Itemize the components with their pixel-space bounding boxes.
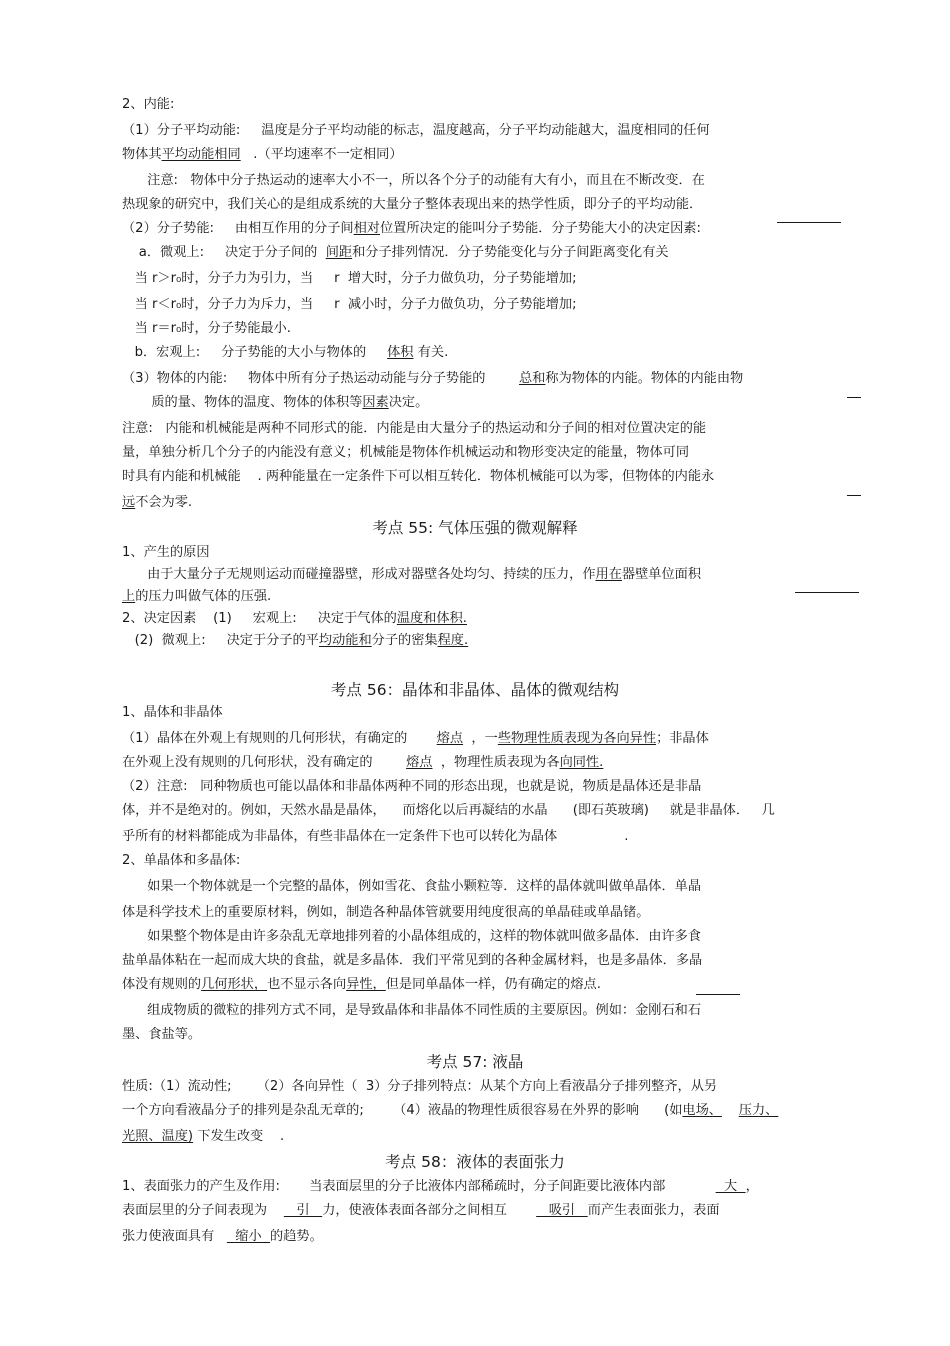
text-line: [122, 610, 467, 628]
text-line: [122, 588, 271, 606]
text-line: [122, 220, 701, 238]
text-line: [122, 122, 710, 140]
text-segment: 力，使液体表面各部分之间相互: [322, 1203, 537, 1218]
underlined-answer: 引: [283, 1203, 323, 1218]
text-line: 盐单晶体粘在一起而成大块的食盐，就是多晶体．我们平常见到的各种金属材料，也是多晶体．多晶: [122, 953, 703, 968]
text-segment: 体没有规则的: [122, 977, 202, 992]
text-segment: 分子的密集: [371, 633, 438, 648]
text-segment: 1、表面张力的产生及作用: 当表面层里的分子比液体内部稀疏时，分子间距要比液体内部: [122, 1179, 716, 1194]
underlined-answer: 异性，: [346, 977, 386, 992]
text-segment: 不会为零.: [135, 495, 193, 510]
text-segment: ；非晶体: [656, 731, 709, 746]
text-segment: 而产生表面张力，表面: [587, 1203, 720, 1218]
underlined-answer: 相对: [353, 221, 380, 236]
underlined-answer: 体积: [387, 345, 414, 360]
text-line: 1、产生的原因: [122, 545, 210, 560]
underlined-answer: 熔点: [436, 731, 464, 746]
underlined-answer: 远: [122, 495, 136, 510]
text-segment: 2、决定因素 (1) 宏观上: 决定于气体的: [122, 611, 397, 626]
text-line: 当 r＜r₀时，分子力为斥力，当 r 减小时，分子力做负功，分子势能增加;: [122, 297, 577, 312]
text-segment: 决定。: [388, 395, 429, 410]
text-line: 2、单晶体和多晶体:: [122, 853, 241, 868]
underlined-answer: 因素: [362, 395, 389, 410]
text-segment: a．微观上: 决定于分子间的: [122, 245, 326, 260]
text-segment: 位置所决定的能叫分子势能．分子势能大小的决定因素:: [379, 221, 701, 236]
section-heading: 考点 58：液体的表面张力: [385, 1153, 565, 1171]
text-segment: （2）分子势能: 由相互作用的分子间: [122, 221, 354, 236]
text-line: 量，单独分析几个分子的内能没有意义；机械能是物体作机械运动和物形变决定的能量，物体可同: [122, 445, 690, 460]
underlined-answer: 些物理性质表现为各向异性: [497, 731, 657, 746]
text-line: 当 r＞r₀时，分子力为引力，当 r 增大时，分子力做负功，分子势能增加;: [122, 271, 577, 286]
underlined-answer: 缩小: [226, 1229, 271, 1244]
text-segment: 和分子排列情况．分子势能变化与分子间距离变化有关: [352, 245, 669, 260]
underlined-answer: 熔点: [406, 755, 433, 770]
text-segment: ，物理性质表现为各: [432, 755, 560, 770]
text-line: 2、内能:: [122, 97, 175, 112]
text-line: [122, 632, 468, 650]
text-line: 乎所有的材料都能成为非晶体，有些非晶体在一定条件下也可以转化为晶体 .: [122, 829, 629, 844]
underlined-answer: 电场、: [682, 1103, 722, 1118]
blank-line: [795, 580, 859, 593]
text-line: [122, 244, 669, 262]
underlined-answer: 平均动能相同: [161, 147, 241, 162]
text-segment: 称为物体的内能。物体的内能由物: [545, 371, 744, 386]
text-segment: 下发生改变 .: [193, 1129, 285, 1144]
underlined-answer: 均动能和: [318, 633, 372, 648]
text-line: 热现象的研究中，我们关心的是组成系统的大量分子整体表现出来的热学性质，即分子的平均动能．: [122, 197, 703, 212]
text-line: 注意: 内能和机械能是两种不同形式的能．内能是由大量分子的热运动和分子间的相对位置决定的能: [122, 421, 707, 436]
text-line: 注意: 物体中分子热运动的速率大小不一，所以各个分子的动能有大有小，而且在不断改变．在: [122, 173, 705, 188]
text-line: 性质:（1）流动性; （2）各向异性（ 3）分子排列特点：从某个方向上看液晶分子排列整齐，从另: [122, 1079, 718, 1094]
text-segment: .（平均速率不一定相同）: [240, 147, 403, 162]
underlined-answer: 温度和体积.: [396, 611, 467, 626]
text-line: [122, 1202, 720, 1220]
underlined-answer: 用在: [595, 567, 622, 582]
text-segment: ，: [745, 1179, 759, 1194]
text-segment: 但是同单晶体一样，仍有确定的熔点.: [385, 977, 601, 992]
text-line: 如果整个物体是由许多杂乱无章地排列着的小晶体组成的，这样的物体就叫做多晶体．由许多食: [122, 929, 702, 944]
underlined-answer: 向同性.: [559, 755, 604, 770]
text-line: [122, 976, 601, 994]
text-segment: 表面层里的分子间表现为: [122, 1203, 284, 1218]
underlined-answer: 总和: [519, 371, 546, 386]
text-segment: （1）分子平均动能: 温度是分子平均动能的标志，温度越高，分子平均动能越大，温度相同的任何: [122, 123, 710, 138]
text-line: [122, 730, 709, 748]
text-line: [122, 146, 403, 164]
underlined-answer: 程度.: [437, 633, 469, 648]
text-line: 1、晶体和非晶体: [122, 705, 223, 720]
text-line: 墨、食盐等。: [122, 1027, 202, 1042]
text-segment: （1）晶体在外观上有规则的几何形状，有确定的: [122, 731, 437, 746]
text-segment: 也不显示各向: [267, 977, 347, 992]
underlined-answer: 上: [122, 589, 136, 604]
underlined-answer: 几何形状，: [201, 977, 268, 992]
text-segment: 物体其: [122, 147, 162, 162]
text-line: [122, 1178, 759, 1196]
text-line: 如果一个物体就是一个完整的晶体，例如雪花、食盐小颗粒等．这样的晶体就叫做单晶体．单晶: [122, 879, 702, 894]
blank-line: [777, 210, 841, 223]
text-line: [122, 566, 701, 584]
section-heading: 考点 57: 液晶: [426, 1053, 524, 1071]
text-segment: b．宏观上: 分子势能的大小与物体的: [122, 345, 388, 360]
underlined-answer: 吸引: [536, 1203, 588, 1218]
text-line: [122, 344, 448, 362]
text-line: [122, 1102, 778, 1120]
text-segment: 一个方向看液晶分子的排列是杂乱无章的; （4）液晶的物理性质很容易在外界的影响 (如: [122, 1103, 683, 1118]
text-line: 当 r＝r₀时，分子势能最小.: [122, 321, 291, 336]
underlined-answer: 压力、: [738, 1103, 779, 1118]
text-segment: （3）物体的内能: 物体中所有分子热运动动能与分子势能的: [122, 371, 520, 386]
text-line: 体是科学技术上的重要原材料，例如，制造各种晶体管就要用纯度很高的单晶硅或单晶锗。: [122, 905, 650, 920]
underlined-answer: 间距: [325, 245, 353, 260]
text-segment: [722, 1103, 739, 1118]
text-segment: 有关.: [413, 345, 449, 360]
text-segment: 的趋势。: [270, 1229, 323, 1244]
text-segment: 在外观上没有规则的几何形状，没有确定的: [122, 755, 407, 770]
section-heading: 考点 56：晶体和非晶体、晶体的微观结构: [330, 681, 620, 699]
text-segment: 由于大量分子无规则运动而碰撞器壁，形成对器壁各处均匀、持续的压力，作: [122, 567, 596, 582]
text-line: 时具有内能和机械能 . 两种能量在一定条件下可以相互转化．物体机械能可以为零，但物体的内能永: [122, 469, 715, 484]
text-line: [122, 394, 428, 412]
text-line: [122, 1228, 323, 1246]
text-segment: ，一: [463, 731, 498, 746]
section-heading: 考点 55: 气体压强的微观解释: [372, 519, 578, 537]
text-segment: 的压力叫做气体的压强.: [135, 589, 272, 604]
text-line: （2）注意: 同种物质也可能以晶体和非晶体两种不同的形态出现，也就是说，物质是晶体还是非晶: [122, 779, 702, 794]
underlined-answer: 光照、温度): [122, 1129, 194, 1144]
blank-line: [696, 982, 740, 995]
blank-line: [847, 385, 861, 398]
text-segment: 质的量、物体的温度、物体的体积等: [122, 395, 363, 410]
text-line: 体，并不是绝对的。例如，天然水晶是晶体， 而熔化以后再凝结的水晶 (即石英玻璃) 就是非晶体． 几: [122, 803, 775, 818]
blank-line: [847, 483, 861, 496]
underlined-answer: 大: [715, 1179, 746, 1194]
text-line: [122, 754, 603, 772]
text-line: [122, 494, 192, 512]
text-line: [122, 370, 743, 388]
text-line: [122, 1128, 284, 1146]
text-segment: (2) 微观上: 决定于分子的平: [122, 633, 319, 648]
text-segment: 张力使液面具有: [122, 1229, 227, 1244]
text-line: 组成物质的微粒的排列方式不同，是导致晶体和非晶体不同性质的主要原因。例如：金刚石和石: [122, 1003, 702, 1018]
text-segment: 器壁单位面积: [621, 567, 702, 582]
